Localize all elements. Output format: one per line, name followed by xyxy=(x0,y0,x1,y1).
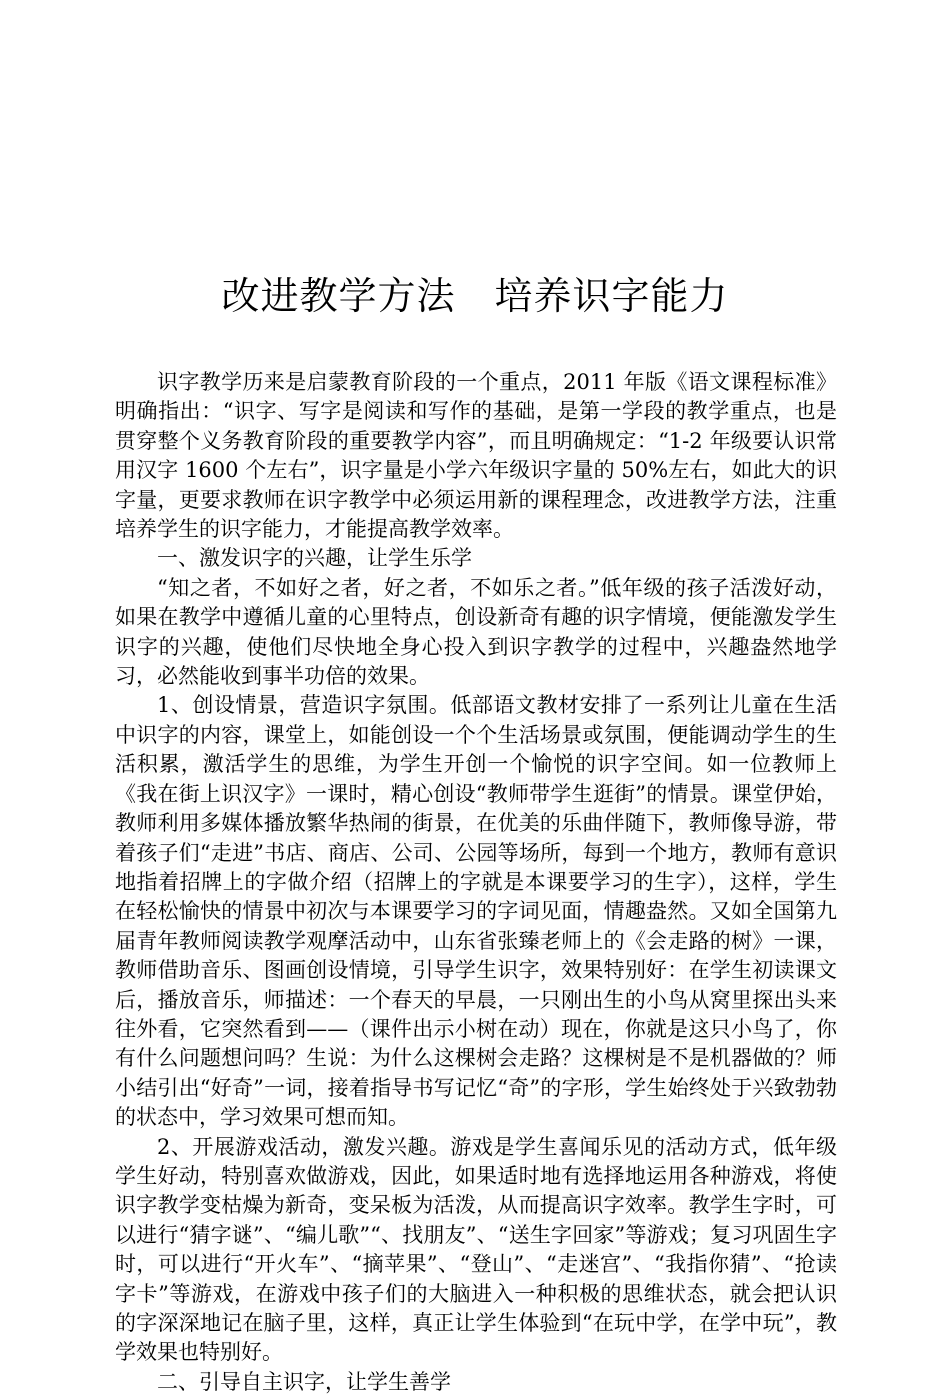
subsection-2-paragraph: 2、开展游戏活动，激发兴趣。游戏是学生喜闻乐见的活动方式，低年级学生好动，特别喜欢做游戏，因此，如果适时地有选择地运用各种游戏，将使识字教学变枯燥为新奇，变呆板为活泼，从而提高识字效率。教学生字时，可以进行“猜字谜”、“编儿歌”“、找朋友”、“送生字回家”等游戏；复习巩固生字时，可以进行“开火车”、“摘苹果”、“登山”、“走迷宫”、“我指你猜”、“抢读字卡”等游戏，在游戏中孩子们的大脑进入一种积极的思维状态，就会把认识的字深深地记在脑子里，这样，真正让学生体验到“在玩中学，在学中玩”，教学效果也特别好。 xyxy=(115,1134,837,1365)
document-body xyxy=(115,368,837,1397)
section-heading-1: 一、激发识字的兴趣，让学生乐学 xyxy=(157,546,472,571)
section-1-paragraph: “知之者，不如好之者，好之者，不如乐之者。”低年级的孩子活泼好动，如果在教学中遵循儿童的心里特点，创设新奇有趣的识字情境，便能激发学生识字的兴趣，使他们尽快地全身心投入到识字教学的过程中，兴趣盎然地学习，必然能收到事半功倍的效果。 xyxy=(115,575,837,689)
section-heading-2: 二、引导自主识字，让学生善学 xyxy=(157,1369,451,1394)
intro-paragraph: 识字教学历来是启蒙教育阶段的一个重点，2011 年版《语文课程标准》明确指出：“识字、写字是阅读和写作的基础，是第一学段的教学重点，也是贯穿整个义务教育阶段的重要教学内容”，而且明确规定：“1-2 年级要认识常用汉字 1600 个左右”，识字量是小学六年级识字量的 50%左右，如此大的识字量，更要求教师在识字教学中必须运用新的课程理念，改进教学方法，注重培养学生的识字能力，才能提高教学效率。 xyxy=(115,370,837,542)
subsection-1-paragraph: 1、创设情景，营造识字氛围。低部语文教材安排了一系列让儿童在生活中识字的内容，课堂上，如能创设一个个生活场景或氛围，便能调动学生的生活积累，激活学生的思维，为学生开创一个愉悦的识字空间。如一位教师上《我在街上识汉字》一课时，精心创设“教师带学生逛街”的情景。课堂伊始，教师利用多媒体播放繁华热闹的街景，在优美的乐曲伴随下，教师像导游，带着孩子们“走进”书店、商店、公司、公园等场所，每到一个地方，教师有意识地指着招牌上的字做介绍（招牌上的字就是本课要学习的生字），这样，学生在轻松愉快的情景中初次与本课要学习的字词见面，情趣盎然。又如全国第九届青年教师阅读教学观摩活动中，山东省张臻老师上的《会走路的树》一课，教师借助音乐、图画创设情境，引导学生识字，效果特别好：在学生初读课文后，播放音乐，师描述：一个春天的早晨，一只刚出生的小鸟从窝里探出头来往外看，它突然看到——（课件出示小树在动）现在，你就是这只小鸟了，你有什么问题想问吗？生说：为什么这棵树会走路？这棵树是不是机器做的？师小结引出“好奇”一词，接着指导书写记忆“奇”的字形，学生始终处于兴致勃勃的状态中，学习效果可想而知。 xyxy=(115,693,837,1130)
document-title: 改进教学方法 培养识字能力 xyxy=(221,274,729,318)
